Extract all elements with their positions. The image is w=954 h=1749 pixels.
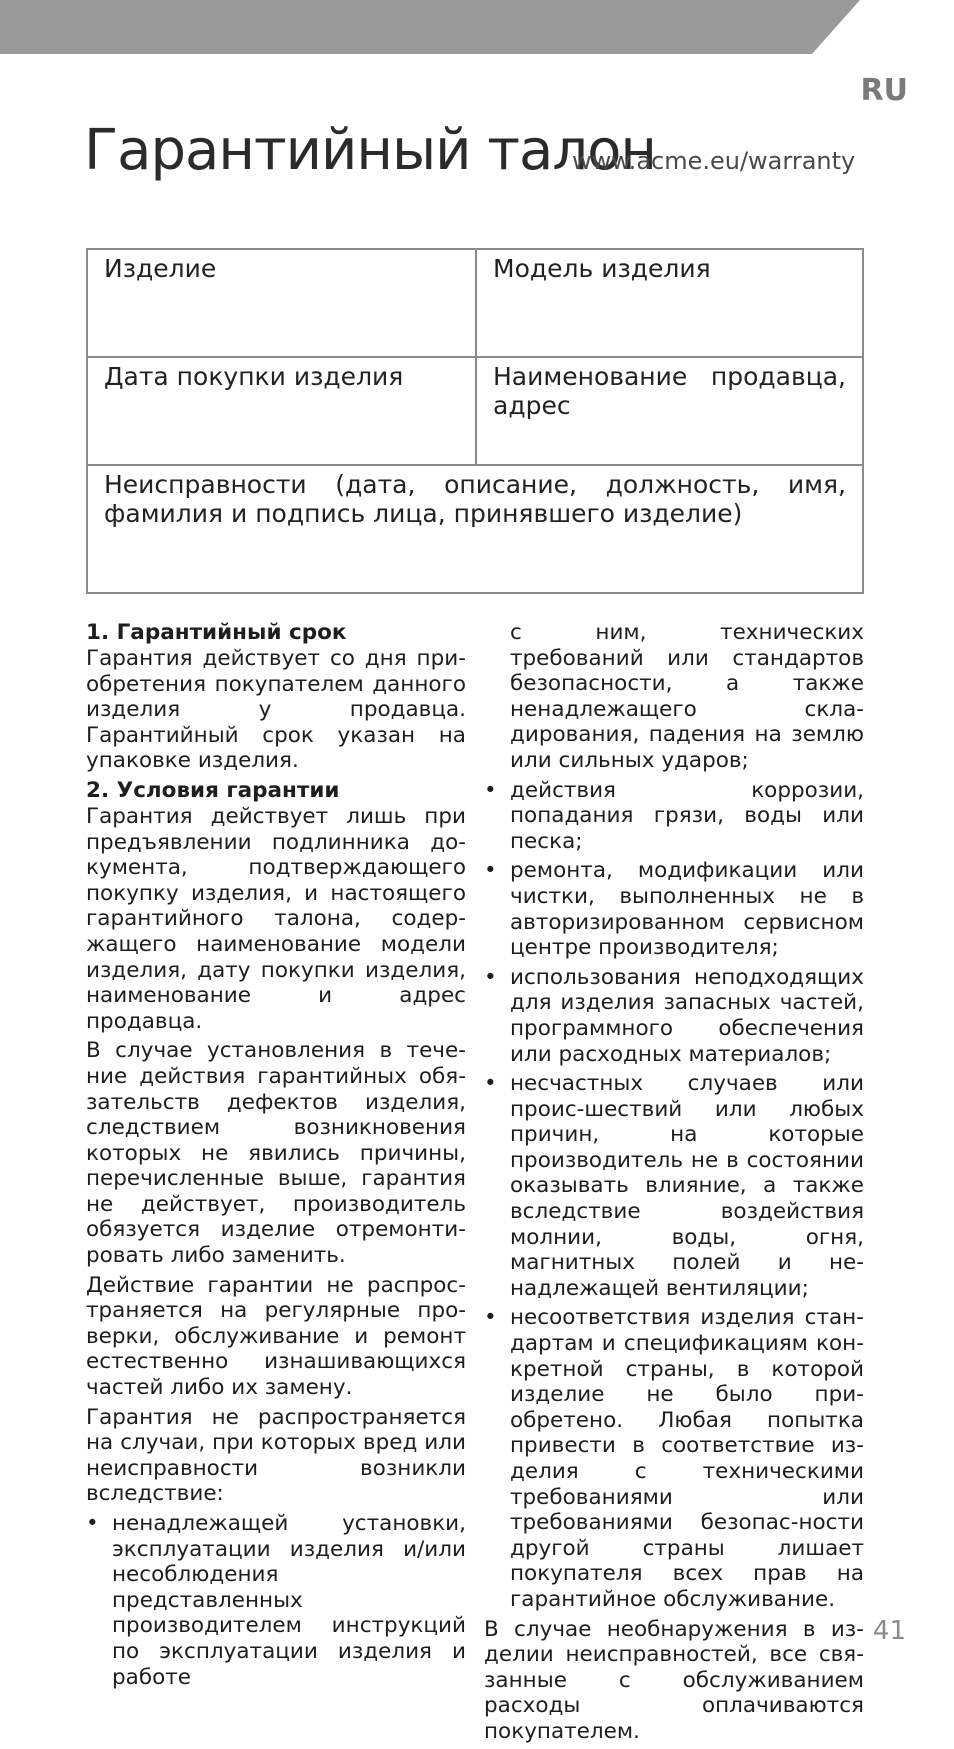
warranty-url: www.acme.eu/warranty (572, 147, 856, 175)
list-item-repair: • ремонта, модификации или чистки, выполненных не в авторизированном сервисном центре производителя; (484, 858, 864, 960)
section-heading-warranty-period: 1. Гарантийный срок (86, 620, 347, 645)
page-title: Гарантийный талон (84, 118, 656, 183)
paragraph-terms-3: Действие гарантии не распрос-траняется на регулярные про-верки, обслуживание и ремонт естественно изнашивающихся частей либо их замену. (86, 1272, 466, 1401)
header-band (0, 0, 954, 54)
form-label-purchase-date: Дата покупки изделия (104, 362, 404, 391)
exclusions-list-continued (484, 778, 864, 1613)
paragraph-no-defects: В случае необнаружения в из-делии неисправностей, все свя-занные с обслуживанием расходы оплачиваются покупателем. (484, 1616, 864, 1744)
warranty-form-table (86, 248, 864, 594)
paragraph-warranty-period: Гарантия действует со дня при-обретения покупателем данного изделия у продавца. Гарантийный срок указан на упаковке изделия. (86, 646, 466, 774)
exclusions-list (86, 1511, 466, 1690)
form-label-product: Изделие (104, 254, 217, 283)
list-item-installation-continued: с ним, технических требований или стандартов безопасности, а также ненадлежащего скла-дирования, падения на землю или сильных ударов; (510, 620, 864, 773)
list-item-corrosion: • действия коррозии, попадания грязи, воды или песка; (484, 778, 864, 855)
form-label-model: Модель изделия (493, 254, 711, 283)
form-cell-model[interactable] (477, 250, 862, 356)
list-item-standards: • несоответствия изделия стан-дартам и спецификациям кон-кретной страны, в которой изделие не было при-обретено. Любая попытка привести в соответствие из-делия с техническими требованиями или требованиями безопас-ности другой страны лишает покупателя всех прав на гарантийное обслуживание. (484, 1305, 864, 1612)
paragraph-terms-2: В случае установления в тече-ние действия гарантийных обя-зательств дефектов изделия, следствием возникновения которых не явились причины, перечисленные выше, гарантия не действует, производитель обязуется изделие отремонти-ровать либо заменить. (86, 1038, 466, 1269)
form-cell-product[interactable] (88, 250, 475, 356)
section-heading-warranty-terms: 2. Условия гарантии (86, 777, 340, 803)
paragraph-terms-1: Гарантия действует лишь при предъявлении подлинника до-кумента, подтверждающего покупку изделия, и настоящего гарантийного талона, содер-жащего наименование модели изделия, дату покупки изделия, наименование и адрес продавца. (86, 803, 466, 1034)
form-cell-seller[interactable] (477, 358, 862, 464)
list-item-parts: • использования неподходящих для изделия запасных частей, программного обеспечения или расходных материалов; (484, 965, 864, 1067)
paragraph-terms-4: Гарантия не распространяется на случаи, при которых вред или неисправности возникли вследствие: (86, 1404, 466, 1507)
form-label-seller: Наименование продавца, адрес (493, 362, 846, 420)
text-column-right (484, 620, 864, 1749)
list-item-accidents: • несчастных случаев или проис-шествий или любых причин, на которые производитель не в состоянии оказывать влияние, а также вследствие воздействия молнии, воды, огня, магнитных полей и не-надлежащей вентиляции; (484, 1071, 864, 1301)
language-label: RU (860, 73, 908, 108)
form-cell-defects[interactable] (88, 466, 862, 592)
list-item-installation: • ненадлежащей установки, эксплуатации изделия и/или несоблюдения представленных производителем инструкций по эксплуатации изделия и работе (86, 1511, 466, 1690)
page-number: 41 (872, 1616, 906, 1646)
form-label-defects: Неисправности (дата, описание, должность, имя, фамилия и подпись лица, принявшего изделие) (104, 470, 846, 528)
text-column-left (86, 620, 466, 1694)
form-cell-purchase-date[interactable] (88, 358, 475, 464)
